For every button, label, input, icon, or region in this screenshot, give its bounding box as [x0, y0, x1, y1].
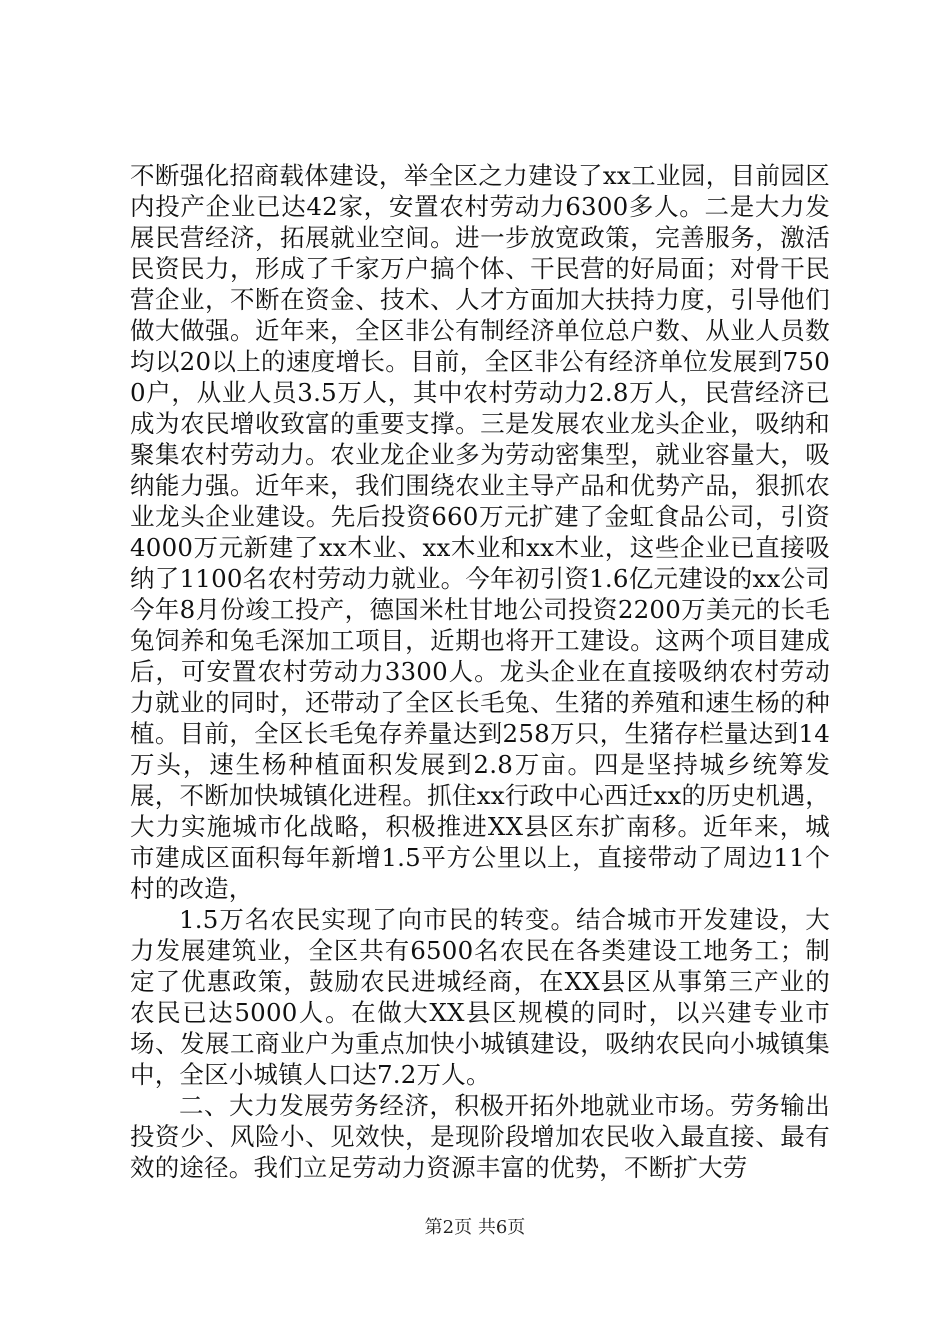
- document-body: [130, 160, 830, 1183]
- paragraph-2: 1.5万名农民实现了向市民的转变。结合城市开发建设，大力发展建筑业，全区共有6500名农民在各类建设工地务工；制定了优惠政策，鼓励农民进城经商，在XX县区从事第三产业的农民已达5000人。在做大XX县区规模的同时，以兴建专业市场、发展工商业户为重点加快小城镇建设，吸纳农民向小城镇集中，全区小城镇人口达7.2万人。: [130, 905, 830, 1089]
- paragraph-1: 不断强化招商载体建设，举全区之力建设了xx工业园，目前园区内投产企业已达42家，安置农村劳动力6300多人。二是大力发展民营经济，拓展就业空间。进一步放宽政策，完善服务，激活民资民力，形成了千家万户搞个体、干民营的好局面；对骨干民营企业，不断在资金、技术、人才方面加大扶持力度，引导他们做大做强。近年来，全区非公有制经济单位总户数、从业人员数均以20以上的速度增长。目前，全区非公有经济单位发展到7500户，从业人员3.5万人，其中农村劳动力2.8万人，民营经济已成为农民增收致富的重要支撑。三是发展农业龙头企业，吸纳和聚集农村劳动力。农业龙企业多为劳动密集型，就业容量大，吸纳能力强。近年来，我们围绕农业主导产品和优势产品，狠抓农业龙头企业建设。先后投资660万元扩建了金虹食品公司，引资4000万元新建了xx木业、xx木业和xx木业，这些企业已直接吸纳了1100名农村劳动力就业。今年初引资1.6亿元建设的xx公司今年8月份竣工投产，德国米杜甘地公司投资2200万美元的长毛兔饲养和兔毛深加工项目，近期也将开工建设。这两个项目建成后，可安置农村劳动力3300人。龙头企业在直接吸纳农村劳动力就业的同时，还带动了全区长毛兔、生猪的养殖和速生杨的种植。目前，全区长毛兔存养量达到258万只，生猪存栏量达到14万头，速生杨种植面积发展到2.8万亩。四是坚持城乡统筹发展，不断加快城镇化进程。抓住xx行政中心西迁xx的历史机遇，大力实施城市化战略，积极推进XX县区东扩南移。近年来，城市建成区面积每年新增1.5平方公里以上，直接带动了周边11个村的改造，: [130, 161, 830, 903]
- paragraph-3: 二、大力发展劳务经济，积极开拓外地就业市场。劳务输出投资少、风险小、见效快，是现阶段增加农民收入最直接、最有效的途径。我们立足劳动力资源丰富的优势，不断扩大劳: [130, 1091, 830, 1182]
- page-footer: 第2页 共6页: [424, 1217, 526, 1238]
